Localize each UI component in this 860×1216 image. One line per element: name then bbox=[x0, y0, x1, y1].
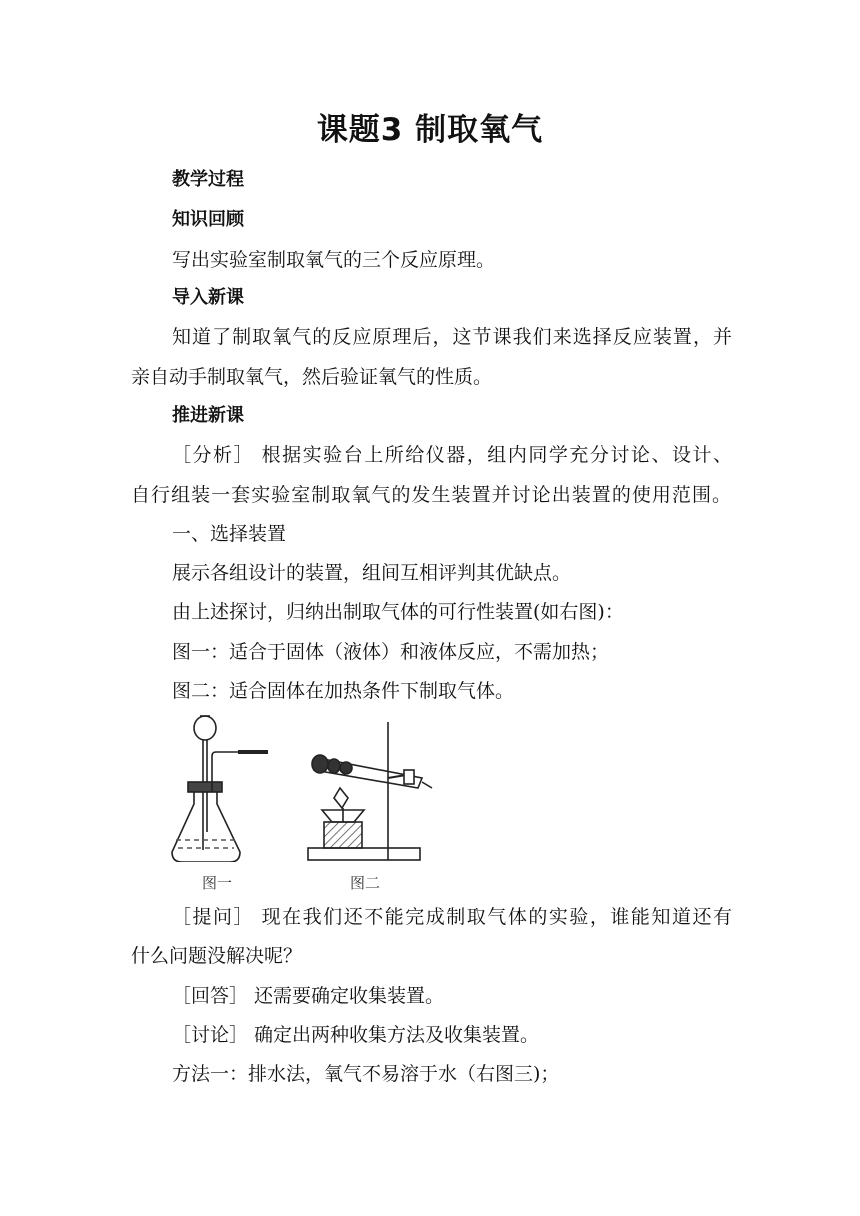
intro-text-1: 知道了制取氧气的反应原理后，这节课我们来选择反应装置，并 bbox=[172, 326, 732, 348]
review-text: 写出实验室制取氧气的三个反应原理。 bbox=[172, 249, 496, 271]
summary-text: 由上述探讨，归纳出制取气体的可行性装置(如右图)： bbox=[172, 601, 624, 623]
heading-advance: 推进新课 bbox=[172, 405, 244, 426]
heading-process: 教学过程 bbox=[172, 169, 244, 190]
analysis-text-2: 自行组装一套实验室制取氧气的发生装置并讨论出装置的使用范围。 bbox=[131, 484, 731, 506]
intro-text-2: 亲自动手制取氧气，然后验证氧气的性质。 bbox=[131, 366, 493, 388]
show-text: 展示各组设计的装置，组间互相评判其优缺点。 bbox=[172, 562, 572, 584]
apparatus-figure bbox=[160, 712, 450, 862]
choose-heading: 一、选择装置 bbox=[172, 523, 287, 545]
figure-2-caption: 图二 bbox=[350, 874, 381, 892]
figure-1-caption: 图一 bbox=[202, 874, 233, 892]
heading-review: 知识回顾 bbox=[172, 209, 244, 230]
answer-text: ［回答］ 还需要确定收集装置。 bbox=[172, 985, 445, 1007]
analysis-text-1: ［分析］ 根据实验台上所给仪器，组内同学充分讨论、设计、 bbox=[172, 444, 732, 466]
method-one-text: 方法一：排水法，氧气不易溶于水（右图三)； bbox=[172, 1063, 560, 1085]
discuss-text: ［讨论］ 确定出两种收集方法及收集装置。 bbox=[172, 1024, 540, 1046]
question-text-2: 什么问题没解决呢？ bbox=[131, 945, 303, 967]
page-title: 课题3 制取氧气 bbox=[316, 112, 544, 148]
question-text-1: ［提问］ 现在我们还不能完成制取气体的实验，谁能知道还有 bbox=[172, 906, 732, 928]
heating-apparatus bbox=[308, 722, 432, 860]
flask-apparatus bbox=[172, 716, 268, 862]
fig2-description: 图二：适合固体在加热条件下制取气体。 bbox=[172, 680, 515, 702]
heading-intro: 导入新课 bbox=[172, 287, 244, 308]
fig1-description: 图一：适合于固体（液体）和液体反应，不需加热； bbox=[172, 641, 610, 663]
